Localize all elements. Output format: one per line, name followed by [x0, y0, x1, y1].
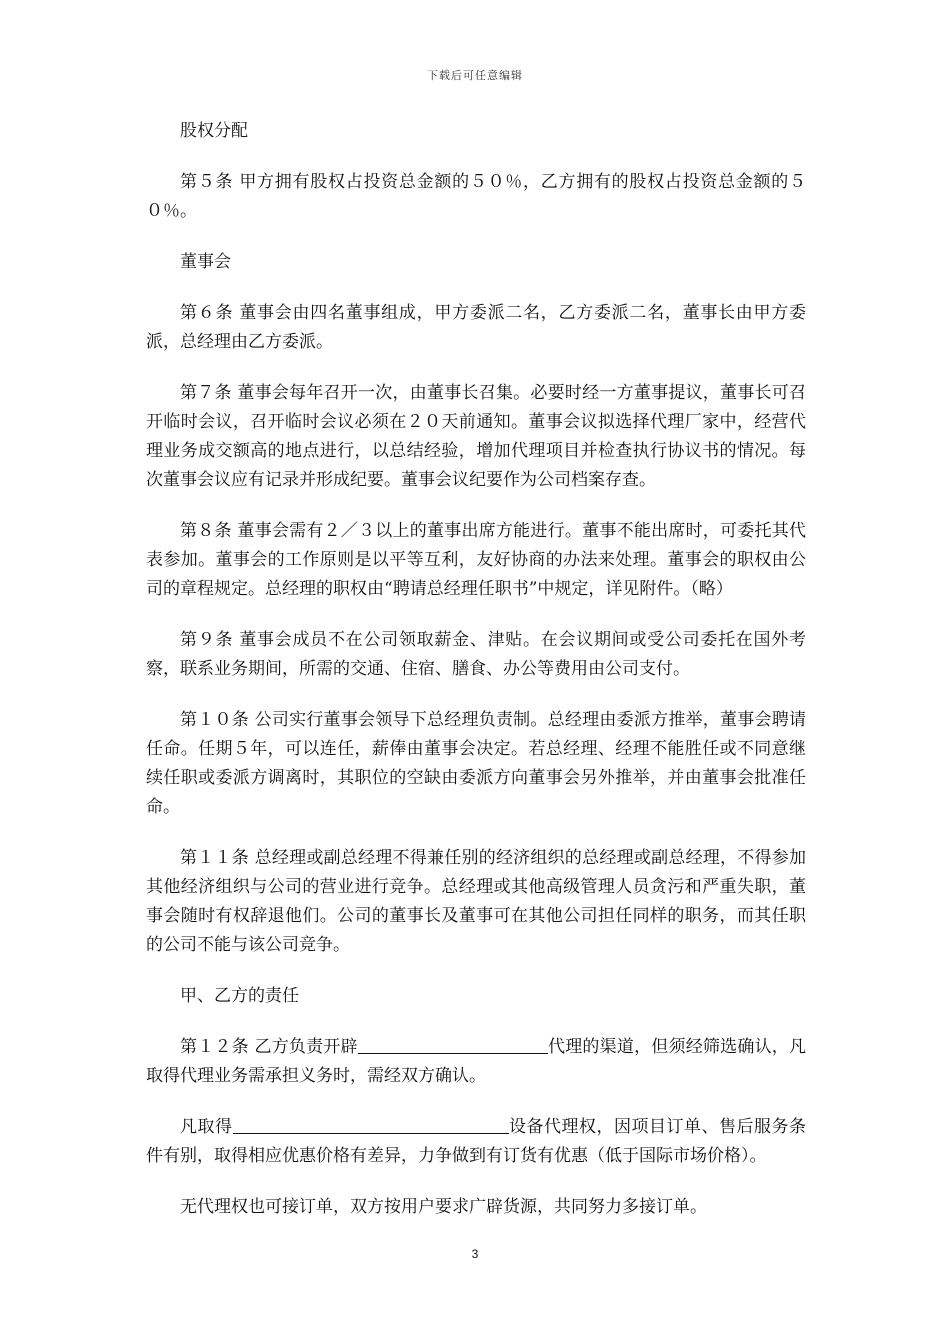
section-heading-duties: 甲、乙方的责任	[180, 986, 299, 1006]
paragraph-no-agency: 无代理权也可接订单，双方按用户要求广辟货源，共同努力多接订单。	[180, 1197, 707, 1217]
article-6: 第６条 董事会由四名董事组成，甲方委派二名，乙方委派二名，董事长由甲方委派，总经理由乙方委派。	[146, 303, 806, 352]
article-12	[146, 1033, 806, 1091]
article-10: 第１０条 公司实行董事会领导下总经理负责制。总经理由委派方推举，董事会聘请任命。任期５年，可以连任，薪俸由董事会决定。若总经理、经理不能胜任或不同意继续任职或委派方调离时，其职位的空缺由委派方向董事会另外推举，并由董事会批准任命。	[146, 710, 806, 817]
fill-in-blank-line	[358, 1033, 548, 1054]
article-11: 第１１条 总经理或副总经理不得兼任别的经济组织的总经理或副总经理，不得参加其他经济组织与公司的营业进行竞争。总经理或其他高级管理人员贪污和严重失职，董事会随时有权辞退他们。公司的董事长及董事可在其他公司担任同样的职务，而其任职的公司不能与该公司竞争。	[146, 848, 806, 955]
article-8: 第８条 董事会需有２／３以上的董事出席方能进行。董事不能出席时，可委托其代表参加。董事会的工作原则是以平等互利，友好协商的办法来处理。董事会的职权由公司的章程规定。总经理的职权由“聘请总经理任职书”中规定，详见附件。（略）	[146, 521, 806, 599]
article-12-text-before: 第１２条 乙方负责开辟	[180, 1037, 358, 1057]
page-number: 3	[471, 1247, 479, 1261]
paragraph-obtain-agency	[146, 1113, 806, 1171]
obtain-text-after: 设备代理权，因项目订单、售后服务条件有别，取得相应优惠价格有差异，力争做到有订货有优惠（低于国际市场价格）。	[146, 1117, 806, 1166]
article-5: 第５条 甲方拥有股权占投资总金额的５０％，乙方拥有的股权占投资总金额的５０％。	[146, 172, 806, 221]
section-heading-board: 董事会	[180, 252, 231, 272]
article-9: 第９条 董事会成员不在公司领取薪金、津贴。在会议期间或受公司委托在国外考察，联系业务期间，所需的交通、住宿、膳食、办公等费用由公司支付。	[146, 630, 806, 679]
article-7: 第７条 董事会每年召开一次，由董事长召集。必要时经一方董事提议，董事长可召开临时会议，召开临时会议必须在２０天前通知。董事会议拟选择代理厂家中，经营代理业务成交额高的地点进行，以总结经验，增加代理项目并检查执行协议书的情况。每次董事会议应有记录并形成纪要。董事会议纪要作为公司档案存查。	[146, 383, 806, 490]
document-body	[146, 117, 806, 1222]
section-heading-equity: 股权分配	[180, 121, 248, 141]
page-header: 下载后可任意编辑	[427, 69, 523, 82]
obtain-text-before: 凡取得	[180, 1117, 233, 1137]
fill-in-blank-line	[233, 1113, 509, 1134]
article-12-text-after: 代理的渠道，但须经筛选确认，凡取得代理业务需承担义务时，需经双方确认。	[146, 1037, 807, 1086]
